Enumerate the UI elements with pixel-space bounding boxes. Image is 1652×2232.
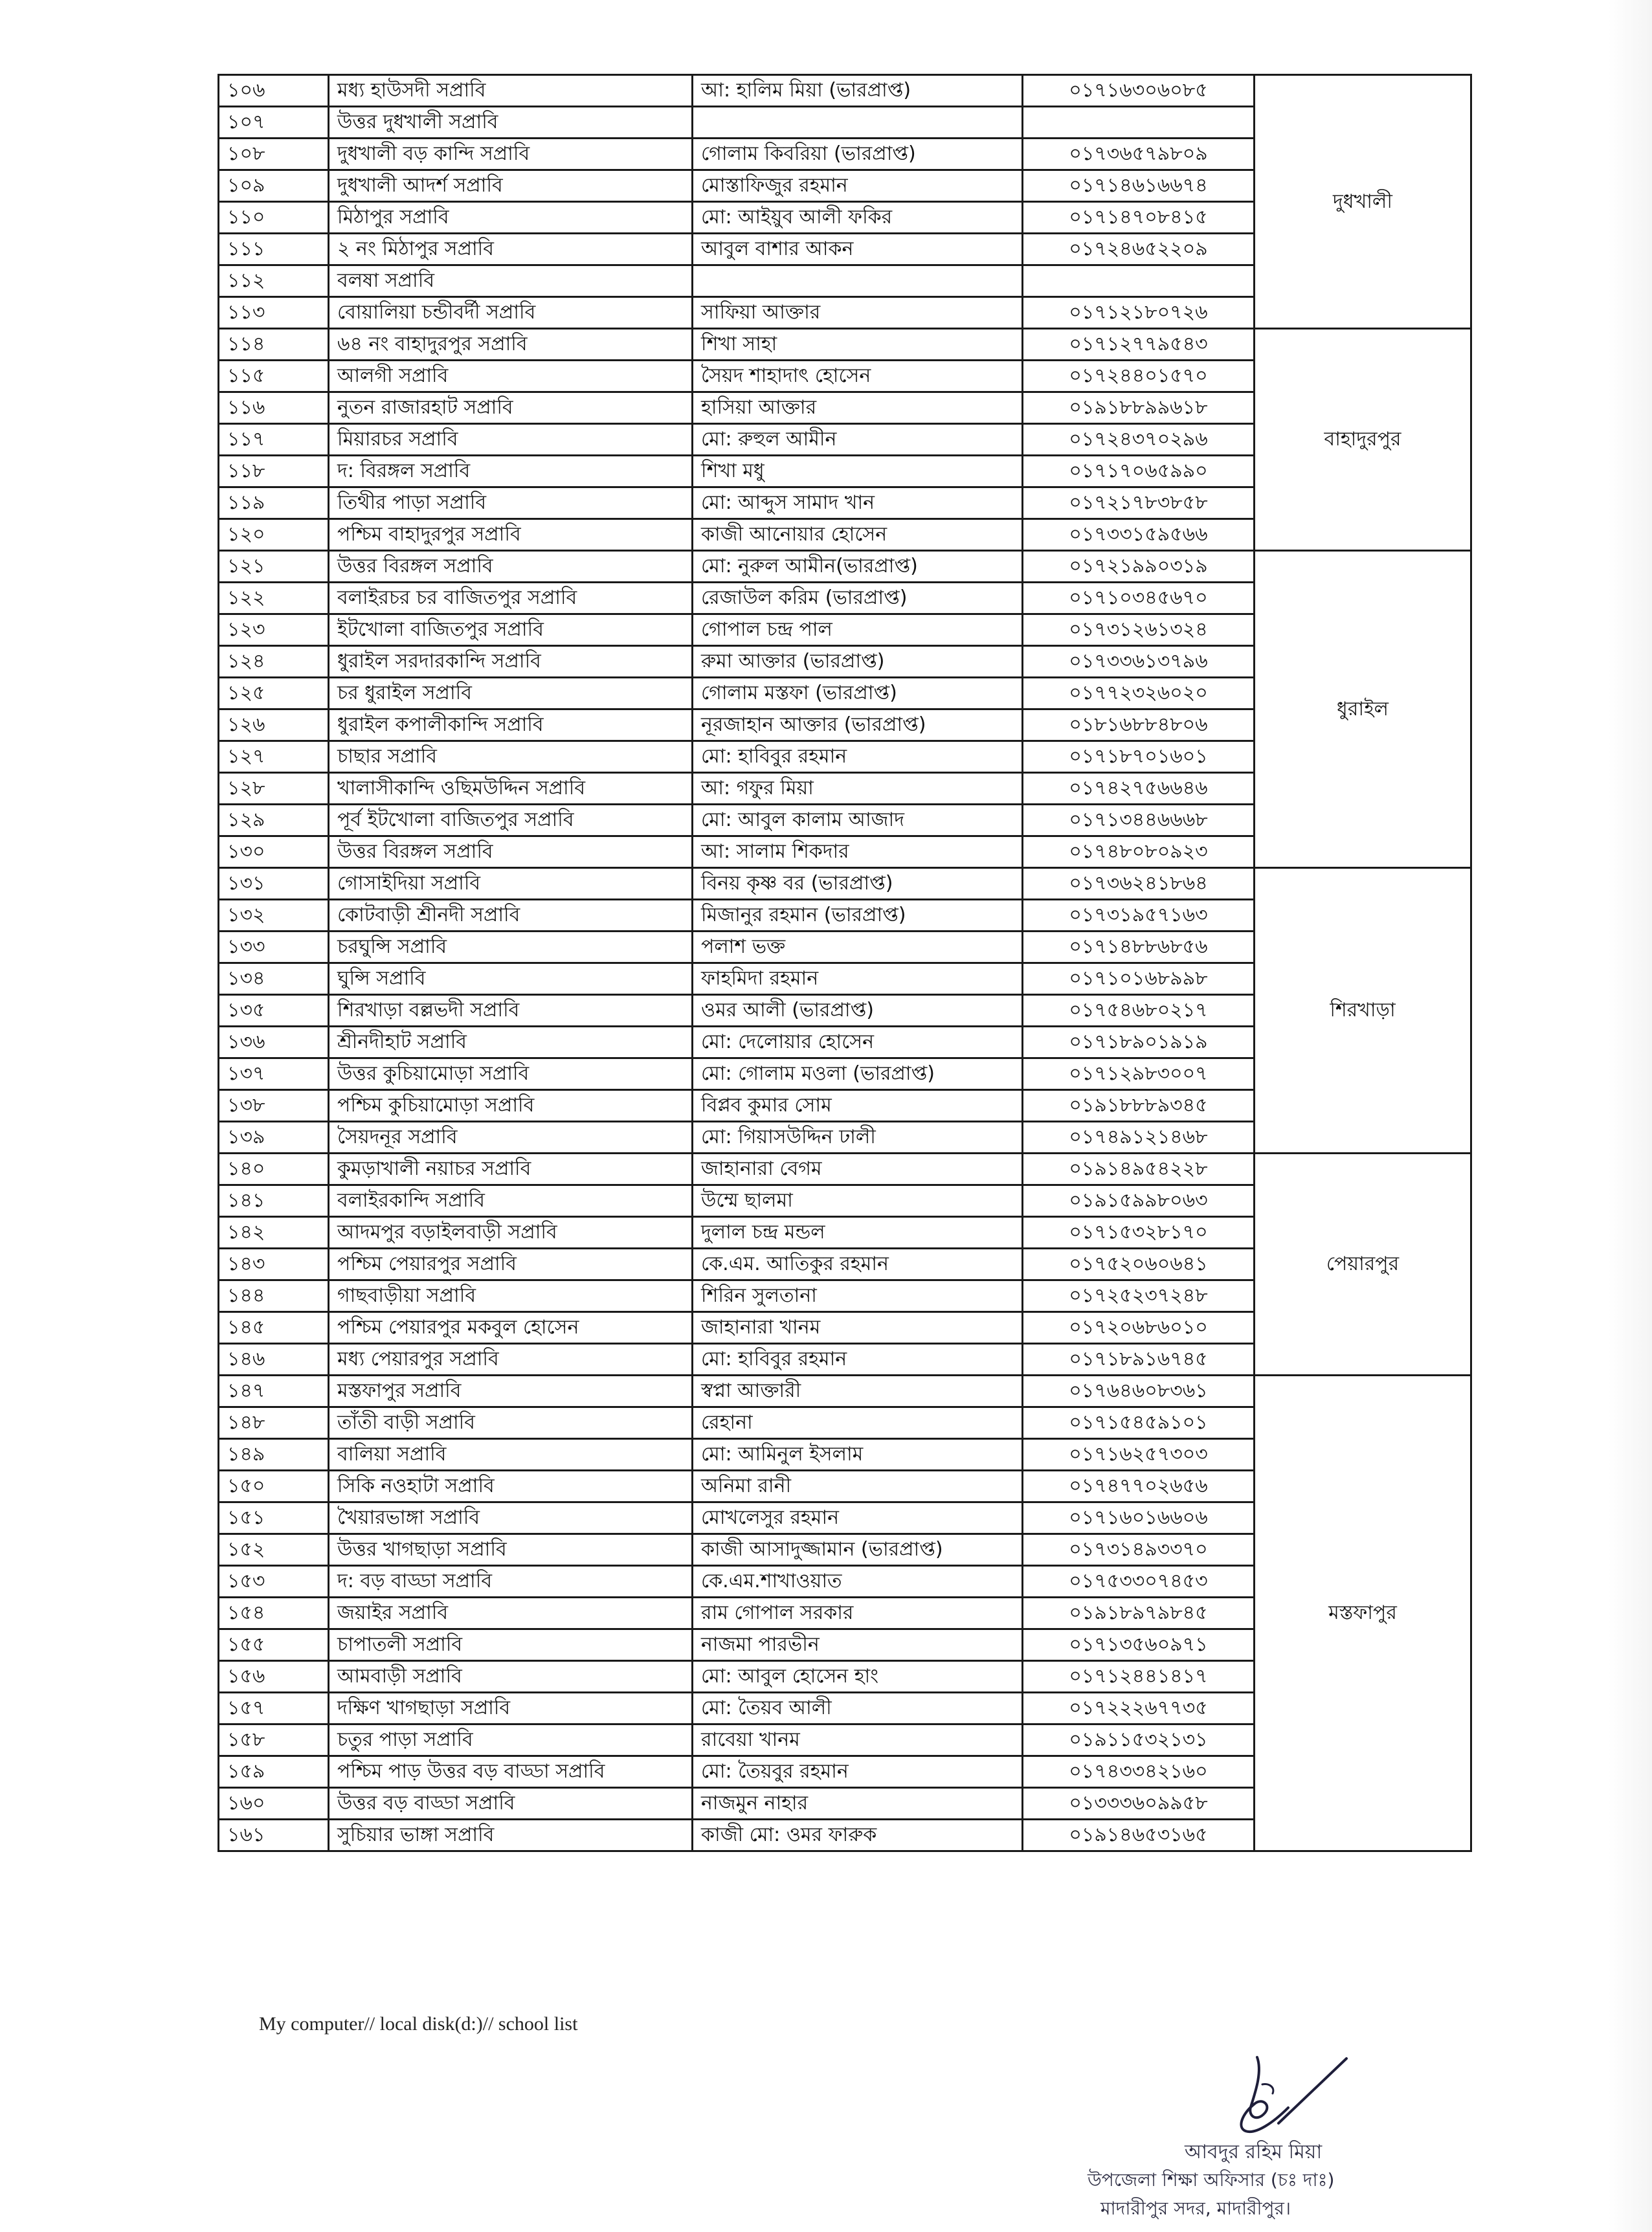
serial-number-cell: ১২৬ [219,709,329,741]
phone-number-cell: ০১৯১৪৬৫৩১৬৫ [1023,1820,1255,1851]
school-name-cell: কুমড়াখালী নয়াচর সপ্রাবি [329,1154,693,1185]
phone-number-cell: ০১৭১২১৮০৭২৬ [1023,297,1255,329]
school-name-cell: বলাইরকান্দি সপ্রাবি [329,1185,693,1217]
serial-number-cell: ১৩৪ [219,963,329,995]
head-teacher-cell: মোস্তাফিজুর রহমান [693,170,1023,202]
phone-number-cell: ০১৭৩১২৬১৩২৪ [1023,614,1255,646]
phone-number-cell: ০১৭৪৮০৮০৯২৩ [1023,836,1255,868]
file-path-note: My computer// local disk(d:)// school list [259,2013,578,2035]
phone-number-cell: ০১৯১১৫৩২১৩১ [1023,1724,1255,1756]
head-teacher-cell: কাজী আসাদুজ্জামান (ভারপ্রাপ্ত) [693,1534,1023,1566]
phone-number-cell: ০১৭৫৪৬৮০২১৭ [1023,995,1255,1027]
union-name-cell: ধুরাইল [1255,551,1471,868]
head-teacher-cell: সাফিয়া আক্তার [693,297,1023,329]
phone-number-cell: ০১৭১৬০১৬৬০৬ [1023,1502,1255,1534]
serial-number-cell: ১৪৯ [219,1439,329,1471]
school-name-cell: আলগী সপ্রাবি [329,361,693,392]
serial-number-cell: ১৫৩ [219,1566,329,1598]
head-teacher-cell: ওমর আলী (ভারপ্রাপ্ত) [693,995,1023,1027]
school-name-cell: চাপাতলী সপ্রাবি [329,1629,693,1661]
head-teacher-cell: আবুল বাশার আকন [693,234,1023,265]
phone-number-cell: ০১৭৬৪৬০৮৩৬১ [1023,1376,1255,1407]
phone-number-cell: ০১৭১৪৬১৬৬৭৪ [1023,170,1255,202]
head-teacher-cell: বিনয় কৃষ্ণ বর (ভারপ্রাপ্ত) [693,868,1023,900]
phone-number-cell: ০১৭১৮৯১৬৭৪৫ [1023,1344,1255,1376]
phone-number-cell: ০১৭১৪৮৮৬৮৫৬ [1023,932,1255,963]
phone-number-cell: ০১৭১০১৬৮৯৯৮ [1023,963,1255,995]
serial-number-cell: ১৪৮ [219,1407,329,1439]
serial-number-cell: ১২৪ [219,646,329,678]
serial-number-cell: ১০৮ [219,139,329,170]
serial-number-cell: ১২৯ [219,805,329,836]
school-name-cell: চাছার সপ্রাবি [329,741,693,773]
school-name-cell: মস্তফাপুর সপ্রাবি [329,1376,693,1407]
head-teacher-cell: জাহানারা বেগম [693,1154,1023,1185]
phone-number-cell: ০১৯১৮৯৭৯৮৪৫ [1023,1598,1255,1629]
school-name-cell: সুচিয়ার ভাঙ্গা সপ্রাবি [329,1820,693,1851]
head-teacher-cell: উম্মে ছালমা [693,1185,1023,1217]
phone-number-cell: ০১৭২২২৬৭৭৩৫ [1023,1693,1255,1724]
school-name-cell: পশ্চিম বাহাদুরপুর সপ্রাবি [329,519,693,551]
phone-number-cell: ০১৭১৭০৬৫৯৯০ [1023,456,1255,487]
school-name-cell: চর ধুরাইল সপ্রাবি [329,678,693,709]
head-teacher-cell [693,107,1023,139]
serial-number-cell: ১০৯ [219,170,329,202]
school-name-cell: শিরখাড়া বল্লভদী সপ্রাবি [329,995,693,1027]
serial-number-cell: ১১৭ [219,424,329,456]
phone-number-cell: ০১৭১২৪৪১৪১৭ [1023,1661,1255,1693]
head-teacher-cell: নাজমা পারভীন [693,1629,1023,1661]
serial-number-cell: ১৫৮ [219,1724,329,1756]
union-name-cell: দুধখালী [1255,75,1471,329]
head-teacher-cell: মিজানুর রহমান (ভারপ্রাপ্ত) [693,900,1023,932]
school-name-cell: উত্তর বড় বাড্ডা সপ্রাবি [329,1788,693,1820]
serial-number-cell: ১৩৩ [219,932,329,963]
serial-number-cell: ১১৬ [219,392,329,424]
phone-number-cell: ০১৩৩৩৬০৯৯৫৮ [1023,1788,1255,1820]
head-teacher-cell: রাবেয়া খানম [693,1724,1023,1756]
phone-number-cell: ০১৭২৪৩৭০২৯৬ [1023,424,1255,456]
school-name-cell: দুধখালী বড় কান্দি সপ্রাবি [329,139,693,170]
head-teacher-cell: মো: আইয়ুব আলী ফকির [693,202,1023,234]
phone-number-cell: ০১৭১৩৪৪৬৬৬৮ [1023,805,1255,836]
head-teacher-cell: রুমা আক্তার (ভারপ্রাপ্ত) [693,646,1023,678]
school-name-cell: সৈয়দনূর সপ্রাবি [329,1122,693,1154]
head-teacher-cell: হাসিয়া আক্তার [693,392,1023,424]
serial-number-cell: ১৬০ [219,1788,329,1820]
head-teacher-cell: মো: রুহুল আমীন [693,424,1023,456]
phone-number-cell: ০১৭৪৩৩৪২১৬০ [1023,1756,1255,1788]
head-teacher-cell: মো: নুরুল আমীন(ভারপ্রাপ্ত) [693,551,1023,583]
phone-number-cell: ০১৭৪৭৭০২৬৫৬ [1023,1471,1255,1502]
head-teacher-cell: ফাহমিদা রহমান [693,963,1023,995]
serial-number-cell: ১২৩ [219,614,329,646]
signatory-place: মাদারীপুর সদর, মাদারীপুর। [1100,2198,1291,2219]
head-teacher-cell: শিখা মধু [693,456,1023,487]
head-teacher-cell: পলাশ ভক্ত [693,932,1023,963]
school-name-cell: দ: বড় বাড্ডা সপ্রাবি [329,1566,693,1598]
head-teacher-cell: মো: তৈয়ব আলী [693,1693,1023,1724]
signatory-name: আবদুর রহিম মিয়া [1185,2141,1323,2163]
head-teacher-cell: মো: আমিনুল ইসলাম [693,1439,1023,1471]
phone-number-cell: ০১৯১৫৯৯৮০৬৩ [1023,1185,1255,1217]
serial-number-cell: ১৩৮ [219,1090,329,1122]
phone-number-cell: ০১৭২০৬৮৬০১০ [1023,1312,1255,1344]
school-name-cell: ইটখোলা বাজিতপুর সপ্রাবি [329,614,693,646]
head-teacher-cell: মো: তৈয়বুর রহমান [693,1756,1023,1788]
serial-number-cell: ১৪৭ [219,1376,329,1407]
head-teacher-cell: মোখলেসুর রহমান [693,1502,1023,1534]
signatory-title: উপজেলা শিক্ষা অফিসার (চঃ দাঃ) [1088,2169,1335,2191]
serial-number-cell: ১১৮ [219,456,329,487]
school-name-cell: বোয়ালিয়া চন্ডীবর্দী সপ্রাবি [329,297,693,329]
head-teacher-cell: বিপ্লব কুমার সোম [693,1090,1023,1122]
head-teacher-cell: গোপাল চন্দ্র পাল [693,614,1023,646]
phone-number-cell: ০১৭২১৭৮৩৮৫৮ [1023,487,1255,519]
phone-number-cell: ০১৭৭২৩২৬০২০ [1023,678,1255,709]
head-teacher-cell: কে.এম.শাখাওয়াত [693,1566,1023,1598]
phone-number-cell: ০১৯১৪৯৫৪২২৮ [1023,1154,1255,1185]
serial-number-cell: ১৫৯ [219,1756,329,1788]
school-name-cell: মধ্য পেয়ারপুর সপ্রাবি [329,1344,693,1376]
serial-number-cell: ১২০ [219,519,329,551]
school-name-cell: চতুর পাড়া সপ্রাবি [329,1724,693,1756]
phone-number-cell: ০১৭৩৬৫৭৯৮০৯ [1023,139,1255,170]
school-name-cell: ঘুন্সি সপ্রাবি [329,963,693,995]
head-teacher-cell: গোলাম মস্তফা (ভারপ্রাপ্ত) [693,678,1023,709]
phone-number-cell: ০১৭৫২০৬০৬৪১ [1023,1249,1255,1280]
school-name-cell: ধুরাইল কপালীকান্দি সপ্রাবি [329,709,693,741]
serial-number-cell: ১৫৫ [219,1629,329,1661]
signature-scribble [1217,2046,1385,2143]
head-teacher-cell: কাজী মো: ওমর ফারুক [693,1820,1023,1851]
head-teacher-cell: মো: গিয়াসউদ্দিন ঢালী [693,1122,1023,1154]
phone-number-cell: ০১৭৩১৯৫৭১৬৩ [1023,900,1255,932]
phone-number-cell: ০১৭১৬৩০৬০৮৫ [1023,75,1255,107]
school-name-cell: ৬৪ নং বাহাদুরপুর সপ্রাবি [329,329,693,361]
serial-number-cell: ১৩২ [219,900,329,932]
school-name-cell: পূর্ব ইটখোলা বাজিতপুর সপ্রাবি [329,805,693,836]
school-name-cell: পশ্চিম পেয়ারপুর মকবুল হোসেন [329,1312,693,1344]
head-teacher-cell: নাজমুন নাহার [693,1788,1023,1820]
head-teacher-cell: নূরজাহান আক্তার (ভারপ্রাপ্ত) [693,709,1023,741]
school-name-cell: নুতন রাজারহাট সপ্রাবি [329,392,693,424]
phone-number-cell: ০১৭১৪৭০৮৪১৫ [1023,202,1255,234]
serial-number-cell: ১১১ [219,234,329,265]
school-name-cell: দক্ষিণ খাগছাড়া সপ্রাবি [329,1693,693,1724]
school-name-cell: সিকি নওহাটা সপ্রাবি [329,1471,693,1502]
serial-number-cell: ১১৪ [219,329,329,361]
head-teacher-cell: মো: আবুল হোসেন হাং [693,1661,1023,1693]
serial-number-cell: ১১২ [219,265,329,297]
phone-number-cell: ০১৭৫৩৩০৭৪৫৩ [1023,1566,1255,1598]
phone-number-cell: ০১৭২৪৪০১৫৭০ [1023,361,1255,392]
serial-number-cell: ১৪১ [219,1185,329,1217]
phone-number-cell: ০১৭৪৯১২১৪৬৮ [1023,1122,1255,1154]
school-name-cell: কোটবাড়ী শ্রীনদী সপ্রাবি [329,900,693,932]
head-teacher-cell: আ: সালাম শিকদার [693,836,1023,868]
phone-number-cell: ০১৭৩৩১৫৯৫৬৬ [1023,519,1255,551]
phone-number-cell: ০১৭১২৯৮৩০০৭ [1023,1058,1255,1090]
phone-number-cell: ০১৭১৮৯০১৯১৯ [1023,1027,1255,1058]
table-row [219,1154,1471,1185]
school-name-cell: উত্তর খাগছাড়া সপ্রাবি [329,1534,693,1566]
school-list-table [218,74,1472,1852]
school-name-cell: আদমপুর বড়াইলবাড়ী সপ্রাবি [329,1217,693,1249]
serial-number-cell: ১৫২ [219,1534,329,1566]
serial-number-cell: ১৩৯ [219,1122,329,1154]
school-name-cell: উত্তর কুচিয়ামোড়া সপ্রাবি [329,1058,693,1090]
head-teacher-cell: স্বপ্না আক্তারী [693,1376,1023,1407]
head-teacher-cell: আ: হালিম মিয়া (ভারপ্রাপ্ত) [693,75,1023,107]
school-name-cell: খালাসীকান্দি ওছিমউদ্দিন সপ্রাবি [329,773,693,805]
table-row [219,75,1471,107]
head-teacher-cell: সৈয়দ শাহাদাৎ হোসেন [693,361,1023,392]
phone-number-cell: ০১৭১৮৭০১৬০১ [1023,741,1255,773]
serial-number-cell: ১২৮ [219,773,329,805]
serial-number-cell: ১৪৫ [219,1312,329,1344]
phone-number-cell: ০১৭৩১৪৯৩৩৭০ [1023,1534,1255,1566]
head-teacher-cell: শিরিন সুলতানা [693,1280,1023,1312]
serial-number-cell: ১৪৬ [219,1344,329,1376]
head-teacher-cell: মো: আবুল কালাম আজাদ [693,805,1023,836]
serial-number-cell: ১৫১ [219,1502,329,1534]
phone-number-cell: ০১৭১৫৩২৮১৭০ [1023,1217,1255,1249]
school-name-cell: মধ্য হাউসদী সপ্রাবি [329,75,693,107]
phone-number-cell: ০১৮১৬৮৮৪৮০৬ [1023,709,1255,741]
serial-number-cell: ১৩৭ [219,1058,329,1090]
school-name-cell: বলাইরচর চর বাজিতপুর সপ্রাবি [329,583,693,614]
school-name-cell: উত্তর দুধখালী সপ্রাবি [329,107,693,139]
school-name-cell: মিঠাপুর সপ্রাবি [329,202,693,234]
page-edge-shadow [1608,0,1652,2232]
serial-number-cell: ১৬১ [219,1820,329,1851]
phone-number-cell: ০১৭১৫৪৫৯১০১ [1023,1407,1255,1439]
union-name-cell: মস্তফাপুর [1255,1376,1471,1851]
head-teacher-cell: মো: হাবিবুর রহমান [693,741,1023,773]
serial-number-cell: ১২৭ [219,741,329,773]
head-teacher-cell: কাজী আনোয়ার হোসেন [693,519,1023,551]
serial-number-cell: ১৪২ [219,1217,329,1249]
school-name-cell: মিয়ারচর সপ্রাবি [329,424,693,456]
head-teacher-cell: কে.এম. আতিকুর রহমান [693,1249,1023,1280]
school-name-cell: দ: বিরঙ্গল সপ্রাবি [329,456,693,487]
school-name-cell: বলষা সপ্রাবি [329,265,693,297]
school-name-cell: আমবাড়ী সপ্রাবি [329,1661,693,1693]
table-row [219,1376,1471,1407]
phone-number-cell: ০১৭১৩৫৬০৯৭১ [1023,1629,1255,1661]
union-name-cell: শিরখাড়া [1255,868,1471,1154]
school-name-cell: পশ্চিম পাড় উত্তর বড় বাড্ডা সপ্রাবি [329,1756,693,1788]
serial-number-cell: ১৩৬ [219,1027,329,1058]
school-name-cell: তাঁতী বাড়ী সপ্রাবি [329,1407,693,1439]
school-name-cell: তিথীর পাড়া সপ্রাবি [329,487,693,519]
union-name-cell: পেয়ারপুর [1255,1154,1471,1376]
phone-number-cell: ০১৭২৫২৩৭২৪৮ [1023,1280,1255,1312]
school-name-cell: পশ্চিম কুচিয়ামোড়া সপ্রাবি [329,1090,693,1122]
head-teacher-cell: আ: গফুর মিয়া [693,773,1023,805]
school-name-cell: বালিয়া সপ্রাবি [329,1439,693,1471]
school-name-cell: গোসাইদিয়া সপ্রাবি [329,868,693,900]
school-name-cell: গাছবাড়ীয়া সপ্রাবি [329,1280,693,1312]
serial-number-cell: ১০৬ [219,75,329,107]
serial-number-cell: ১৩১ [219,868,329,900]
school-name-cell: উত্তর বিরঙ্গল সপ্রাবি [329,836,693,868]
phone-number-cell: ০১৭২১৯৯০৩১৯ [1023,551,1255,583]
school-name-cell: ধুরাইল সরদারকান্দি সপ্রাবি [329,646,693,678]
school-list-body [219,75,1471,1851]
phone-number-cell: ০১৯১৮৮৮৯৩৪৫ [1023,1090,1255,1122]
school-name-cell: চরঘুন্সি সপ্রাবি [329,932,693,963]
head-teacher-cell: মো: হাবিবুর রহমান [693,1344,1023,1376]
school-name-cell: দুধখালী আদর্শ সপ্রাবি [329,170,693,202]
serial-number-cell: ১২৫ [219,678,329,709]
phone-number-cell [1023,265,1255,297]
serial-number-cell: ১১৩ [219,297,329,329]
head-teacher-cell: দুলাল চন্দ্র মন্ডল [693,1217,1023,1249]
serial-number-cell: ১০৭ [219,107,329,139]
union-name-cell: বাহাদুরপুর [1255,329,1471,551]
serial-number-cell: ১৫০ [219,1471,329,1502]
serial-number-cell: ১৫৬ [219,1661,329,1693]
serial-number-cell: ১৫৭ [219,1693,329,1724]
phone-number-cell: ০১৭৪২৭৫৬৬৪৬ [1023,773,1255,805]
phone-number-cell: ০১৭১২৭৭৯৫৪৩ [1023,329,1255,361]
school-name-cell: শ্রীনদীহাট সপ্রাবি [329,1027,693,1058]
phone-number-cell: ০১৭২৪৬৫২২০৯ [1023,234,1255,265]
serial-number-cell: ১১৯ [219,487,329,519]
serial-number-cell: ১৪৪ [219,1280,329,1312]
head-teacher-cell: শিখা সাহা [693,329,1023,361]
phone-number-cell: ০১৭১৬২৫৭৩০৩ [1023,1439,1255,1471]
serial-number-cell: ১২২ [219,583,329,614]
head-teacher-cell: রেহানা [693,1407,1023,1439]
phone-number-cell: ০১৭৩৩৬১৩৭৯৬ [1023,646,1255,678]
school-name-cell: পশ্চিম পেয়ারপুর সপ্রাবি [329,1249,693,1280]
table-row [219,329,1471,361]
head-teacher-cell: রাম গোপাল সরকার [693,1598,1023,1629]
table-row [219,551,1471,583]
school-name-cell: ২ নং মিঠাপুর সপ্রাবি [329,234,693,265]
serial-number-cell: ১৫৪ [219,1598,329,1629]
phone-number-cell: ০১৭১০৩৪৫৬৭০ [1023,583,1255,614]
head-teacher-cell [693,265,1023,297]
serial-number-cell: ১৩৫ [219,995,329,1027]
head-teacher-cell: মো: দেলোয়ার হোসেন [693,1027,1023,1058]
head-teacher-cell: মো: আব্দুস সামাদ খান [693,487,1023,519]
serial-number-cell: ১১০ [219,202,329,234]
school-name-cell: উত্তর বিরঙ্গল সপ্রাবি [329,551,693,583]
phone-number-cell: ০১৭৩৬২৪১৮৬৪ [1023,868,1255,900]
head-teacher-cell: অনিমা রানী [693,1471,1023,1502]
serial-number-cell: ১৩০ [219,836,329,868]
head-teacher-cell: গোলাম কিবরিয়া (ভারপ্রাপ্ত) [693,139,1023,170]
serial-number-cell: ১৪৩ [219,1249,329,1280]
head-teacher-cell: জাহানারা খানম [693,1312,1023,1344]
serial-number-cell: ১১৫ [219,361,329,392]
phone-number-cell: ০১৯১৮৮৯৯৬১৮ [1023,392,1255,424]
serial-number-cell: ১৪০ [219,1154,329,1185]
phone-number-cell [1023,107,1255,139]
head-teacher-cell: রেজাউল করিম (ভারপ্রাপ্ত) [693,583,1023,614]
school-name-cell: খৈয়ারভাঙ্গা সপ্রাবি [329,1502,693,1534]
serial-number-cell: ১২১ [219,551,329,583]
table-row [219,868,1471,900]
head-teacher-cell: মো: গোলাম মওলা (ভারপ্রাপ্ত) [693,1058,1023,1090]
school-name-cell: জয়াইর সপ্রাবি [329,1598,693,1629]
